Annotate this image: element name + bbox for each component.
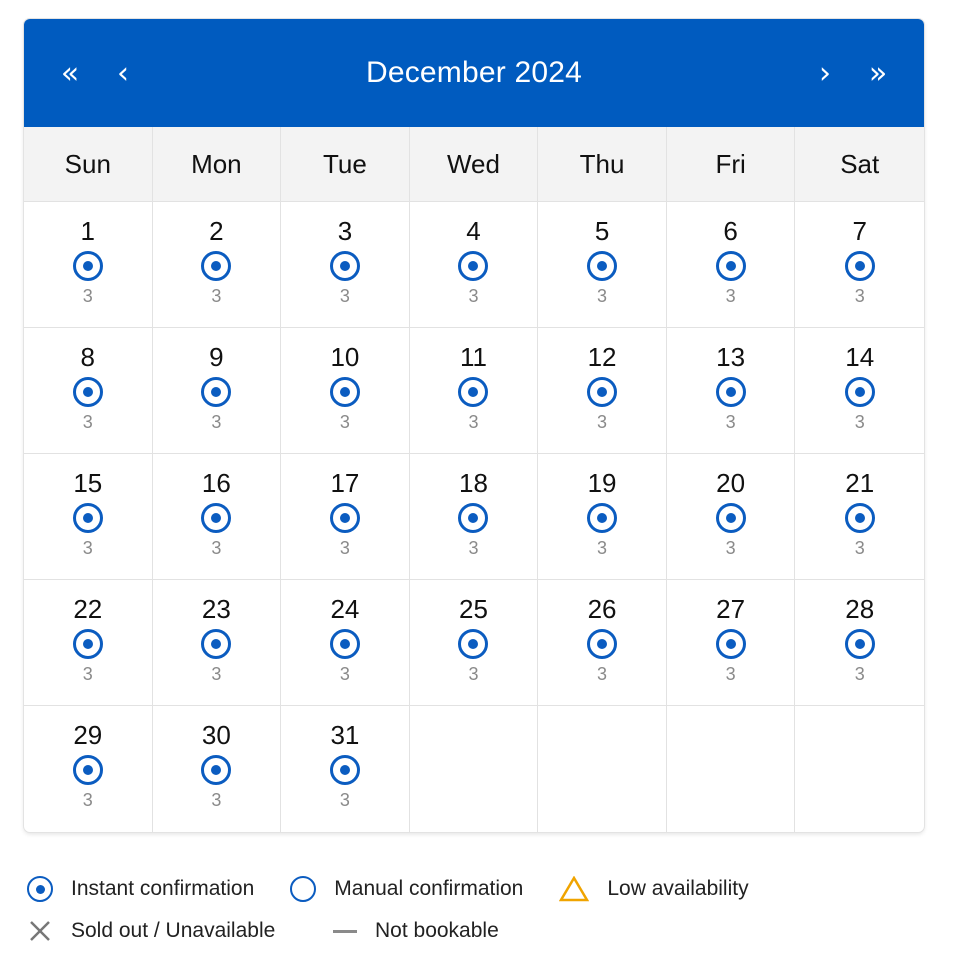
instant-confirmation-icon xyxy=(458,251,488,281)
day-cell[interactable] xyxy=(24,580,153,706)
day-number: 14 xyxy=(845,342,875,372)
day-number: 15 xyxy=(73,468,103,498)
instant-confirmation-icon xyxy=(330,755,360,785)
day-number: 25 xyxy=(459,594,488,624)
instant-confirmation-icon xyxy=(716,377,746,407)
instant-confirmation-icon xyxy=(845,629,875,659)
instant-confirmation-icon xyxy=(716,503,746,533)
instant-confirmation-icon xyxy=(73,251,103,281)
instant-confirmation-icon xyxy=(201,629,231,659)
previous-year-button[interactable]: « xyxy=(42,19,98,127)
day-number: 20 xyxy=(716,468,746,498)
day-number: 30 xyxy=(201,720,231,750)
day-number: 17 xyxy=(330,468,360,498)
instant-confirmation-icon xyxy=(458,503,488,533)
day-cell[interactable] xyxy=(281,706,410,832)
manual-confirmation-icon xyxy=(290,876,316,902)
day-availability-count: 3 xyxy=(468,664,479,684)
day-cell[interactable] xyxy=(24,328,153,454)
day-cell[interactable] xyxy=(667,454,796,580)
day-cell[interactable] xyxy=(24,706,153,832)
day-cell[interactable] xyxy=(538,454,667,580)
day-number: 10 xyxy=(330,342,360,372)
day-number: 8 xyxy=(80,342,96,372)
day-cell[interactable] xyxy=(153,202,282,328)
day-availability-count: 3 xyxy=(82,538,93,558)
day-number: 12 xyxy=(587,342,617,372)
day-availability-count: 3 xyxy=(597,664,608,684)
day-availability-count: 3 xyxy=(854,412,865,432)
instant-confirmation-icon xyxy=(587,377,617,407)
day-availability-count: 3 xyxy=(339,286,350,306)
day-number: 23 xyxy=(201,594,231,624)
day-number: 11 xyxy=(459,342,487,372)
legend-item-manual xyxy=(290,876,523,902)
day-number: 6 xyxy=(723,216,738,246)
day-availability-count: 3 xyxy=(468,538,479,558)
empty-day-cell xyxy=(667,706,796,832)
weekday-sat: Sat xyxy=(795,127,924,202)
day-availability-count: 3 xyxy=(854,286,865,306)
instant-confirmation-icon xyxy=(587,629,617,659)
day-number: 21 xyxy=(845,468,875,498)
month-title: December 2024 xyxy=(365,56,583,89)
day-availability-count: 3 xyxy=(82,412,93,432)
next-year-button[interactable]: » xyxy=(850,19,906,127)
day-number: 9 xyxy=(209,342,224,372)
day-availability-count: 3 xyxy=(597,538,608,558)
day-cell[interactable] xyxy=(281,454,410,580)
instant-confirmation-icon xyxy=(845,377,875,407)
instant-confirmation-icon xyxy=(73,503,103,533)
sold-out-icon xyxy=(27,918,53,944)
day-cell[interactable] xyxy=(153,580,282,706)
day-number: 16 xyxy=(201,468,231,498)
weekday-sun: Sun xyxy=(24,127,153,202)
instant-confirmation-icon xyxy=(845,503,875,533)
day-cell[interactable] xyxy=(667,202,796,328)
legend-label-sold-out: Sold out / Unavailable xyxy=(71,919,276,942)
day-cell[interactable] xyxy=(153,328,282,454)
day-availability-count: 3 xyxy=(725,664,736,684)
empty-day-cell xyxy=(410,706,539,832)
weekday-wed: Wed xyxy=(410,127,539,202)
day-cell[interactable] xyxy=(410,454,539,580)
instant-confirmation-icon xyxy=(845,251,875,281)
day-cell[interactable] xyxy=(795,580,924,706)
day-number: 22 xyxy=(73,594,103,624)
day-cell[interactable] xyxy=(410,580,539,706)
day-cell[interactable] xyxy=(281,580,410,706)
legend-label-low: Low availability xyxy=(607,877,749,900)
day-availability-count: 3 xyxy=(339,412,350,432)
day-cell[interactable] xyxy=(795,328,924,454)
instant-confirmation-icon xyxy=(201,251,231,281)
instant-confirmation-icon xyxy=(27,876,53,902)
day-availability-count: 3 xyxy=(339,790,350,810)
legend-item-low xyxy=(559,876,748,902)
legend xyxy=(27,868,927,952)
day-cell[interactable] xyxy=(538,580,667,706)
day-cell[interactable] xyxy=(24,202,153,328)
low-availability-icon xyxy=(559,876,589,902)
day-number: 31 xyxy=(330,720,360,750)
instant-confirmation-icon xyxy=(587,251,617,281)
day-availability-count: 3 xyxy=(725,538,736,558)
day-cell[interactable] xyxy=(795,454,924,580)
day-cell[interactable] xyxy=(667,328,796,454)
day-number: 3 xyxy=(337,216,353,246)
day-cell[interactable] xyxy=(153,706,282,832)
day-number: 28 xyxy=(845,594,875,624)
day-number: 5 xyxy=(594,216,610,246)
day-grid xyxy=(24,202,924,832)
legend-item-not-bookable xyxy=(333,919,499,943)
weekday-fri: Fri xyxy=(667,127,796,202)
day-cell[interactable] xyxy=(667,580,796,706)
instant-confirmation-icon xyxy=(201,755,231,785)
day-cell[interactable] xyxy=(410,328,539,454)
previous-month-button[interactable]: ‹ xyxy=(95,19,151,127)
day-cell[interactable] xyxy=(538,202,667,328)
day-number: 18 xyxy=(459,468,488,498)
weekday-header-row xyxy=(24,127,924,202)
instant-confirmation-icon xyxy=(201,377,231,407)
day-availability-count: 3 xyxy=(339,538,350,558)
day-availability-count: 3 xyxy=(339,664,350,684)
day-number: 2 xyxy=(209,216,224,246)
day-availability-count: 3 xyxy=(211,412,222,432)
day-cell[interactable] xyxy=(24,454,153,580)
weekday-tue: Tue xyxy=(281,127,410,202)
day-number: 24 xyxy=(330,594,360,624)
instant-confirmation-icon xyxy=(330,377,360,407)
day-availability-count: 3 xyxy=(82,286,93,306)
day-number: 13 xyxy=(716,342,746,372)
day-availability-count: 3 xyxy=(211,538,222,558)
next-month-button[interactable]: › xyxy=(797,19,853,127)
instant-confirmation-icon xyxy=(330,503,360,533)
instant-confirmation-icon xyxy=(458,377,488,407)
day-number: 27 xyxy=(716,594,746,624)
legend-item-sold-out xyxy=(27,918,275,944)
instant-confirmation-icon xyxy=(330,629,360,659)
day-number: 4 xyxy=(466,216,481,246)
not-bookable-icon xyxy=(333,930,357,933)
day-cell[interactable] xyxy=(281,202,410,328)
instant-confirmation-icon xyxy=(716,251,746,281)
instant-confirmation-icon xyxy=(201,503,231,533)
instant-confirmation-icon xyxy=(458,629,488,659)
instant-confirmation-icon xyxy=(330,251,360,281)
day-availability-count: 3 xyxy=(82,664,93,684)
legend-item-instant xyxy=(27,876,254,902)
weekday-thu: Thu xyxy=(538,127,667,202)
day-cell[interactable] xyxy=(538,328,667,454)
day-cell[interactable] xyxy=(410,202,539,328)
day-availability-count: 3 xyxy=(211,790,222,810)
day-availability-count: 3 xyxy=(725,286,736,306)
instant-confirmation-icon xyxy=(73,629,103,659)
day-number: 7 xyxy=(852,216,867,246)
day-availability-count: 3 xyxy=(597,412,608,432)
day-number: 19 xyxy=(587,468,617,498)
legend-label-instant: Instant confirmation xyxy=(71,877,255,900)
instant-confirmation-icon xyxy=(73,377,103,407)
day-number: 26 xyxy=(587,594,617,624)
legend-label-manual: Manual confirmation xyxy=(334,877,524,900)
legend-label-not-bookable: Not bookable xyxy=(375,919,499,942)
day-cell[interactable] xyxy=(795,202,924,328)
empty-day-cell xyxy=(795,706,924,832)
empty-day-cell xyxy=(538,706,667,832)
day-availability-count: 3 xyxy=(82,790,93,810)
day-availability-count: 3 xyxy=(725,412,736,432)
day-cell[interactable] xyxy=(153,454,282,580)
day-cell[interactable] xyxy=(281,328,410,454)
day-availability-count: 3 xyxy=(468,412,479,432)
booking-calendar xyxy=(24,19,924,832)
day-availability-count: 3 xyxy=(854,664,865,684)
day-number: 1 xyxy=(80,216,96,246)
calendar-header xyxy=(24,19,924,127)
day-number: 29 xyxy=(73,720,103,750)
day-availability-count: 3 xyxy=(211,286,222,306)
day-availability-count: 3 xyxy=(211,664,222,684)
day-availability-count: 3 xyxy=(468,286,479,306)
day-availability-count: 3 xyxy=(854,538,865,558)
instant-confirmation-icon xyxy=(587,503,617,533)
instant-confirmation-icon xyxy=(73,755,103,785)
instant-confirmation-icon xyxy=(716,629,746,659)
day-availability-count: 3 xyxy=(597,286,608,306)
weekday-mon: Mon xyxy=(153,127,282,202)
